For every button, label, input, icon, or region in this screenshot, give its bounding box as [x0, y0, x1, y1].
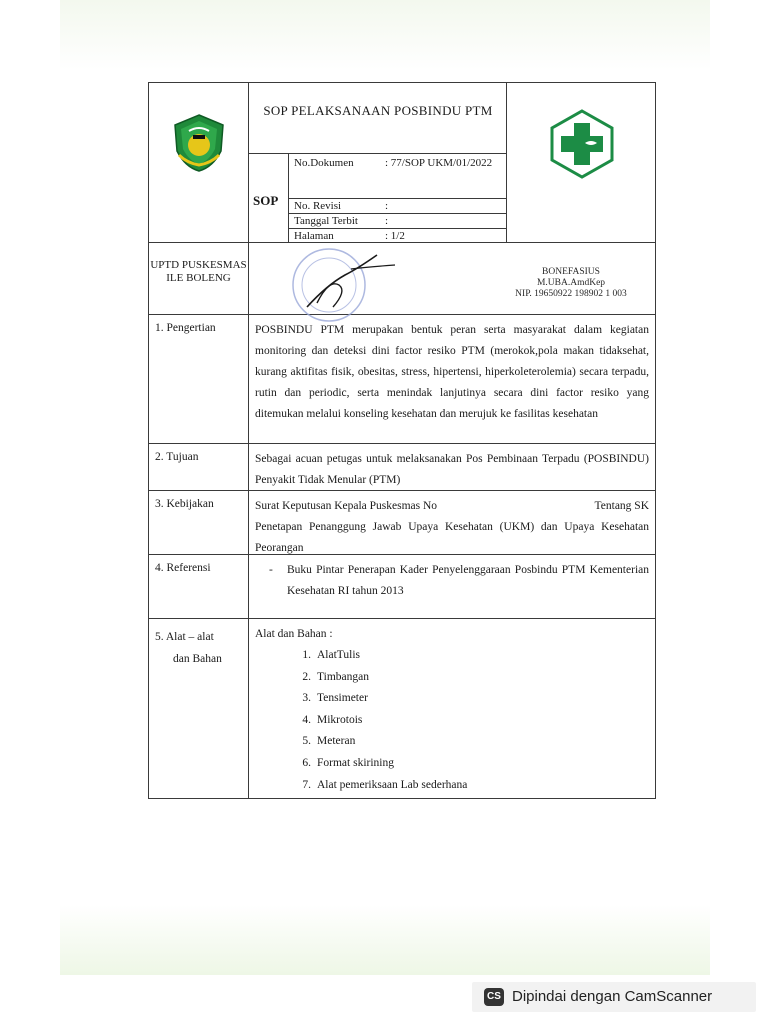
camscanner-text: Dipindai dengan CamScanner [512, 988, 713, 1005]
list-number: 3. [302, 692, 311, 705]
list-item [293, 731, 649, 753]
bullet-dash: - [269, 564, 273, 576]
list-text: AlatTulis [317, 649, 361, 661]
camscanner-watermark [472, 982, 756, 1012]
divider [289, 213, 507, 214]
meta-value: : 1/2 [385, 230, 405, 242]
meta-key: Tanggal Terbit [294, 215, 358, 227]
section-text: Buku Pintar Penerapan Kader Penyelenggaraan Posbindu PTM Kementerian Kesehatan RI tahun 2013 [287, 564, 649, 597]
meta-value: : [385, 200, 389, 212]
section-text: Penetapan Penanggung Jawab Upaya Kesehatan (UKM) dan Upaya Kesehatan Peorangan [255, 521, 649, 554]
document-title: SOP PELAKSANAAN POSBINDU PTM [263, 103, 493, 118]
section-text: POSBINDU PTM merupakan bentuk peran serta masyarakat dalam kegiatan monitoring dan deteksi dini factor resiko PTM (merokok,pola makan tidaksehat, kurang aktifitas fisik, obesitas, stress, hipertensi, hiperkoleterolemia) secara terpadu, rutin dan periodic, serta menindak lanjutinya secara dini factor resiko yang ditemukan melalui konseling kesehatan dan merujuk ke fasilitas kesehatan [255, 324, 649, 420]
section-pengertian [149, 315, 655, 444]
section-label-cont: dan Bahan [173, 653, 222, 665]
organization-name: UPTD PUSKESMAS ILE BOLENG [149, 243, 249, 315]
divider [289, 228, 507, 229]
list-number: 5. [302, 735, 311, 748]
meta-key: Halaman [294, 230, 334, 242]
referensi-text-block [269, 560, 649, 602]
title-cell [249, 83, 507, 243]
section-label: 5. Alat – alat [155, 631, 214, 643]
alat-bahan-block [255, 624, 649, 796]
list-text: Format skirining [317, 756, 394, 769]
list-number: 7. [302, 778, 311, 791]
kebijakan-sk-text: Surat Keputusan Kepala Puskesmas No [255, 500, 438, 512]
puskesmas-logo-cell [507, 83, 655, 243]
list-item [293, 710, 649, 732]
section-label: 4. Referensi [149, 555, 249, 618]
signer-name: BONEFASIUS [542, 267, 600, 277]
sop-label: SOP [253, 193, 279, 208]
section-label: 3. Kebijakan [149, 491, 249, 554]
stamp-area [249, 243, 507, 315]
document-header [149, 83, 655, 243]
list-number: 2. [302, 670, 311, 683]
list-item [293, 645, 649, 667]
scan-tint-bottom [60, 905, 710, 975]
alat-bahan-intro: Alat dan Bahan : [255, 628, 333, 640]
section-alat-bahan [149, 619, 655, 798]
puskesmas-cross-icon [549, 109, 615, 179]
list-item [293, 688, 649, 710]
kebijakan-first-line [255, 496, 649, 517]
list-number: 4. [302, 713, 311, 726]
list-item [293, 775, 649, 797]
list-number: 1. [302, 649, 311, 661]
section-label: 1. Pengertian [149, 315, 249, 443]
meta-key: No.Dokumen [294, 157, 354, 169]
meta-value: : 77/SOP UKM/01/2022 [385, 157, 493, 169]
signer-title: M.UBA.AmdKep [536, 278, 606, 288]
list-text: Tensimeter [317, 692, 368, 705]
scan-tint-top [60, 0, 710, 70]
signature-band [149, 243, 655, 315]
section-label: 2. Tujuan [149, 444, 249, 490]
list-item [293, 753, 649, 775]
section-kebijakan [149, 491, 655, 555]
section-label-block [149, 619, 249, 798]
section-tujuan [149, 444, 655, 491]
sop-column [249, 153, 289, 243]
signer-nip: NIP. 19650922 198902 1 003 [515, 289, 627, 299]
signer-block [491, 267, 651, 300]
regency-logo-cell [149, 83, 249, 243]
divider [289, 198, 507, 199]
meta-key: No. Revisi [294, 200, 342, 212]
camscanner-icon: CS [484, 988, 504, 1006]
meta-value: : [385, 215, 389, 227]
list-number: 6. [302, 756, 311, 769]
list-text: Meteran [317, 735, 356, 748]
sop-document [148, 82, 656, 799]
regency-emblem-icon [167, 111, 231, 175]
list-text: Timbangan [317, 670, 369, 683]
section-referensi [149, 555, 655, 619]
list-text: Alat pemeriksaan Lab sederhana [317, 778, 468, 791]
section-text: Sebagai acuan petugas untuk melaksanakan Pos Pembinaan Terpadu (POSBINDU) Penyakit Tidak Menular (PTM) [255, 453, 649, 486]
section-text-block [255, 496, 649, 559]
kebijakan-tentang-text: Tentang SK [594, 500, 649, 512]
alat-bahan-list [255, 645, 649, 796]
list-item [293, 667, 649, 689]
list-text: Mikrotois [317, 713, 363, 726]
